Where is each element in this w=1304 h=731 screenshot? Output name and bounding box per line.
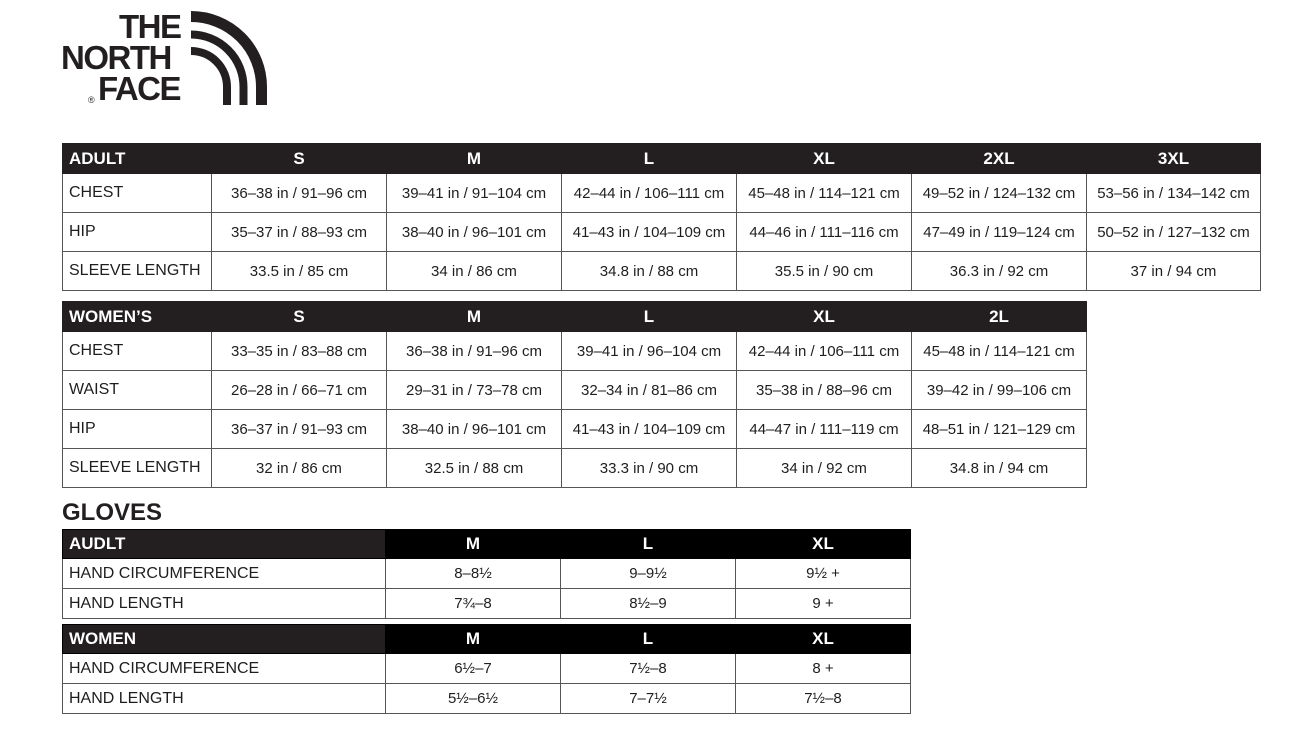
table-cell: 44–47 in / 111–119 cm <box>737 410 912 449</box>
table-cell: 39–41 in / 96–104 cm <box>562 332 737 371</box>
table-cell: 29–31 in / 73–78 cm <box>387 371 562 410</box>
row-label: HAND LENGTH <box>63 684 386 714</box>
table-cell: 7–7½ <box>561 684 736 714</box>
header-cell: L <box>561 530 736 559</box>
table-header-row <box>63 530 911 559</box>
table-cell: 45–48 in / 114–121 cm <box>737 174 912 213</box>
table-row <box>63 559 911 589</box>
table-cell: 34.8 in / 88 cm <box>562 252 737 291</box>
header-cell: WOMEN <box>63 625 386 654</box>
header-cell: ADULT <box>63 144 212 174</box>
table-cell: 8½–9 <box>561 589 736 619</box>
table-cell: 26–28 in / 66–71 cm <box>212 371 387 410</box>
row-label: CHEST <box>63 332 212 371</box>
logo-wordmark <box>61 8 181 107</box>
the-north-face-logo <box>61 8 267 107</box>
gloves-adult-table <box>62 529 911 619</box>
header-cell: XL <box>736 530 911 559</box>
table-cell: 34 in / 86 cm <box>387 252 562 291</box>
table-cell: 34.8 in / 94 cm <box>912 449 1087 488</box>
table-cell: 38–40 in / 96–101 cm <box>387 213 562 252</box>
table-cell: 7½–8 <box>736 684 911 714</box>
table-cell: 35–37 in / 88–93 cm <box>212 213 387 252</box>
table-header-row <box>63 144 1261 174</box>
womens-size-table <box>62 301 1087 488</box>
table-row <box>63 332 1087 371</box>
table-cell: 6½–7 <box>386 654 561 684</box>
row-label: HIP <box>63 410 212 449</box>
table-cell: 42–44 in / 106–111 cm <box>562 174 737 213</box>
table-row <box>63 371 1087 410</box>
table-cell: 38–40 in / 96–101 cm <box>387 410 562 449</box>
row-label: HAND CIRCUMFERENCE <box>63 654 386 684</box>
logo-line-2: NORTH <box>61 39 171 76</box>
table-cell: 49–52 in / 124–132 cm <box>912 174 1087 213</box>
header-cell: M <box>387 302 562 332</box>
table-row <box>63 684 911 714</box>
table-cell: 7¾–8 <box>386 589 561 619</box>
table-cell: 35.5 in / 90 cm <box>737 252 912 291</box>
table-cell: 53–56 in / 134–142 cm <box>1087 174 1261 213</box>
gloves-section-title: GLOVES <box>62 499 163 526</box>
table-cell: 7½–8 <box>561 654 736 684</box>
registered-mark: ® <box>88 95 95 105</box>
table-header-row <box>63 302 1087 332</box>
table-cell: 41–43 in / 104–109 cm <box>562 410 737 449</box>
header-cell: 2L <box>912 302 1087 332</box>
table-cell: 36–38 in / 91–96 cm <box>387 332 562 371</box>
table-cell: 35–38 in / 88–96 cm <box>737 371 912 410</box>
header-cell: 2XL <box>912 144 1087 174</box>
table-cell: 36–38 in / 91–96 cm <box>212 174 387 213</box>
row-label: SLEEVE LENGTH <box>63 252 212 291</box>
row-label: CHEST <box>63 174 212 213</box>
table-cell: 32–34 in / 81–86 cm <box>562 371 737 410</box>
header-cell: 3XL <box>1087 144 1261 174</box>
table-row <box>63 252 1261 291</box>
table-cell: 37 in / 94 cm <box>1087 252 1261 291</box>
table-cell: 36–37 in / 91–93 cm <box>212 410 387 449</box>
table-row <box>63 449 1087 488</box>
logo-line-3: FACE <box>98 70 181 107</box>
adult-size-table <box>62 143 1261 291</box>
table-cell: 32.5 in / 88 cm <box>387 449 562 488</box>
row-label: HIP <box>63 213 212 252</box>
table-cell: 9 + <box>736 589 911 619</box>
header-cell: M <box>386 530 561 559</box>
table-cell: 8–8½ <box>386 559 561 589</box>
header-cell: L <box>562 144 737 174</box>
header-cell: AUDLT <box>63 530 386 559</box>
header-cell: L <box>562 302 737 332</box>
table-cell: 36.3 in / 92 cm <box>912 252 1087 291</box>
table-cell: 44–46 in / 111–116 cm <box>737 213 912 252</box>
table-header-row <box>63 625 911 654</box>
table-cell: 32 in / 86 cm <box>212 449 387 488</box>
row-label: SLEEVE LENGTH <box>63 449 212 488</box>
table-cell: 39–42 in / 99–106 cm <box>912 371 1087 410</box>
header-cell: XL <box>736 625 911 654</box>
header-cell: M <box>386 625 561 654</box>
table-cell: 34 in / 92 cm <box>737 449 912 488</box>
header-cell: M <box>387 144 562 174</box>
header-cell: S <box>212 144 387 174</box>
header-cell: XL <box>737 302 912 332</box>
table-row <box>63 213 1261 252</box>
header-cell: L <box>561 625 736 654</box>
header-cell: XL <box>737 144 912 174</box>
table-cell: 9–9½ <box>561 559 736 589</box>
table-cell: 33.3 in / 90 cm <box>562 449 737 488</box>
table-cell: 9½ + <box>736 559 911 589</box>
table-cell: 45–48 in / 114–121 cm <box>912 332 1087 371</box>
table-cell: 42–44 in / 106–111 cm <box>737 332 912 371</box>
table-cell: 47–49 in / 119–124 cm <box>912 213 1087 252</box>
table-row <box>63 174 1261 213</box>
table-cell: 41–43 in / 104–109 cm <box>562 213 737 252</box>
table-cell: 33–35 in / 83–88 cm <box>212 332 387 371</box>
table-row <box>63 654 911 684</box>
table-row <box>63 410 1087 449</box>
table-cell: 39–41 in / 91–104 cm <box>387 174 562 213</box>
table-row <box>63 589 911 619</box>
row-label: HAND CIRCUMFERENCE <box>63 559 386 589</box>
row-label: WAIST <box>63 371 212 410</box>
table-cell: 50–52 in / 127–132 cm <box>1087 213 1261 252</box>
table-cell: 8 + <box>736 654 911 684</box>
gloves-women-table <box>62 624 911 714</box>
row-label: HAND LENGTH <box>63 589 386 619</box>
half-dome-icon <box>185 11 267 105</box>
header-cell: S <box>212 302 387 332</box>
table-cell: 5½–6½ <box>386 684 561 714</box>
table-cell: 48–51 in / 121–129 cm <box>912 410 1087 449</box>
header-cell: WOMEN’S <box>63 302 212 332</box>
logo-line-1: THE <box>119 8 181 45</box>
table-cell: 33.5 in / 85 cm <box>212 252 387 291</box>
